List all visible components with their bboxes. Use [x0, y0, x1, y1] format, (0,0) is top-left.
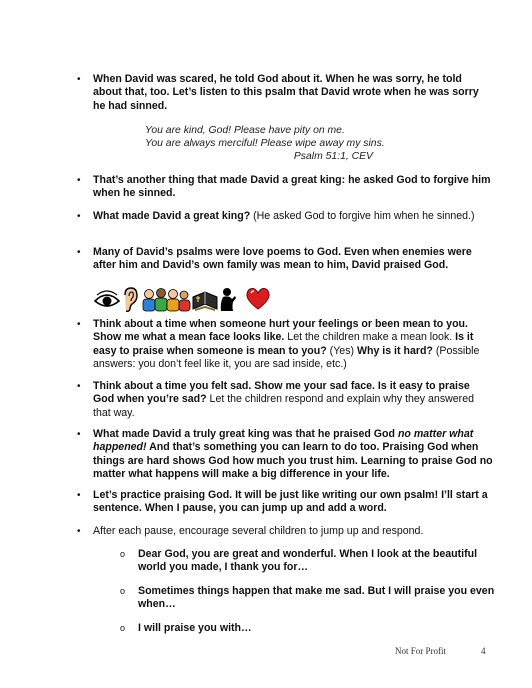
bullet-4-text: Many of David’s psalms were love poems to God. Even when enemies were after him and David’s own family was mean to him, David praised God.: [93, 246, 472, 272]
bullet-glyph: •: [77, 429, 81, 440]
footer-label: Not For Profit: [395, 646, 447, 656]
bullet-3-answer: (He asked God to forgive him when he sinned.): [250, 210, 475, 222]
scripture-quote: [145, 124, 385, 163]
bullet-5-possible-answers: (Possible answers: you don’t feel like it, you are sad inside, etc.): [93, 344, 480, 371]
bullet-glyph: •: [77, 175, 81, 186]
bullet-9-text: After each pause, encourage several children to jump up and respond.: [93, 525, 424, 537]
heart-icon: [245, 287, 271, 311]
bullet-9: [77, 525, 493, 538]
bullet-3: [77, 210, 493, 223]
bible-icon: [191, 287, 219, 313]
bullet-6-instruction: Let the children respond and explain why they answered that way.: [93, 393, 474, 419]
bullet-glyph: •: [77, 381, 81, 392]
bullet-5-question: Is it easy to praise when someone is mean to you?: [93, 331, 474, 357]
sub-item-2: [120, 585, 498, 612]
bullet-glyph: •: [77, 490, 81, 501]
bullet-5: [77, 318, 493, 372]
sub-bullet-glyph: o: [120, 586, 126, 596]
bullet-7-text-a: What made David a truly great king was that he praised God: [93, 428, 398, 440]
bullet-5-instruction: Let the children make a mean look.: [284, 331, 456, 344]
bullet-5-prompt: Think about a time when someone hurt your feelings or been mean to you. Show me what a mean face looks like.: [93, 318, 468, 344]
bullet-glyph: •: [77, 526, 81, 537]
bullet-glyph: •: [77, 319, 81, 330]
bullet-5-answer: (Yes): [326, 344, 357, 357]
quote-line-2: You are always merciful! Please wipe away my sins.: [145, 138, 385, 149]
bullet-5-followup: Why is it hard?: [356, 344, 433, 357]
bullet-glyph: •: [77, 211, 81, 222]
bullet-6: [77, 380, 493, 420]
bullet-2-text: That’s another thing that made David a great king: he asked God to forgive him when he sinned.: [93, 174, 491, 200]
quote-line-1: You are kind, God! Please have pity on me.: [145, 125, 345, 136]
bullet-8-text: Let’s practice praising God. It will be just like writing our own psalm! I’ll start a sentence. When I pause, you can jump up and add a word.: [93, 489, 488, 515]
bullet-1-text: When David was scared, he told God about it. When he was sorry, he told about that, too. Let’s listen to this psalm that David wrote when he was sorry he had sinned.: [93, 73, 479, 112]
quote-citation: Psalm 51:1, CEV: [293, 151, 373, 162]
bullet-7-text-b: And that’s something you can learn to do too. Praising God when things are hard shows God how much you trust him. Learning to praise God no matter what happens will make a big difference in your life.: [93, 441, 493, 481]
sub-bullet-glyph: o: [120, 549, 126, 559]
bullet-1: [77, 73, 493, 113]
ear-icon: [121, 287, 139, 313]
bullet-6-prompt: Think about a time you felt sad. Show me your sad face. Is it easy to praise God when you’re sad?: [93, 380, 470, 406]
bullet-7: [77, 428, 493, 482]
bullet-glyph: •: [77, 74, 81, 85]
eye-icon: [93, 287, 121, 313]
sub-item-3-text: I will praise you with…: [138, 622, 252, 634]
bullet-8: [77, 489, 493, 516]
bullet-2: [77, 174, 493, 201]
sub-item-1-text: Dear God, you are great and wonderful. When I look at the beautiful world you made, I thank you for…: [138, 548, 478, 574]
sub-item-3: [120, 622, 498, 635]
bullet-7-emphasis: no matter what happened!: [93, 428, 474, 454]
bullet-3-question: What made David a great king?: [93, 210, 251, 222]
sub-item-1: [120, 548, 498, 575]
bullet-4: [77, 246, 493, 273]
praying-person-icon: [219, 287, 241, 313]
sub-item-2-text: Sometimes things happen that make me sad. But I will praise you even when…: [138, 585, 495, 611]
sub-bullet-glyph: o: [120, 623, 126, 633]
page-number: 4: [481, 646, 486, 656]
children-group-icon: [141, 287, 191, 313]
bullet-glyph: •: [77, 247, 81, 258]
